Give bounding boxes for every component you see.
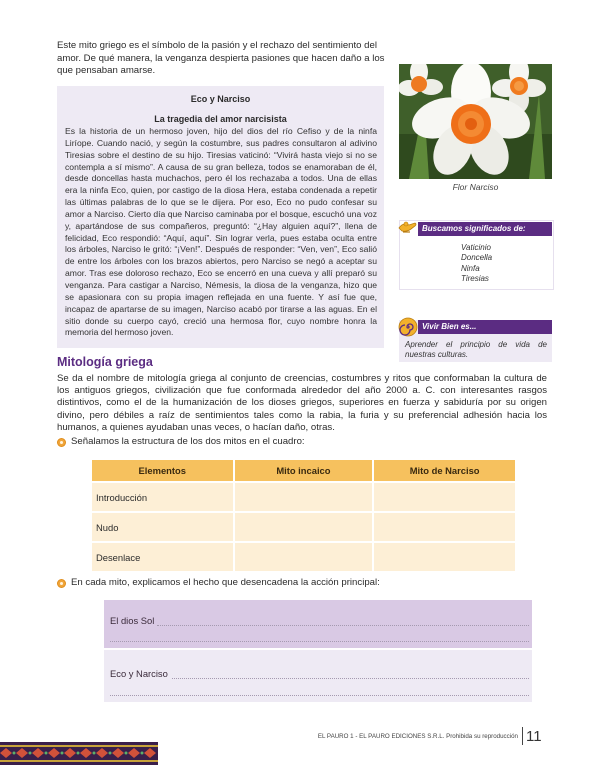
answer-cell[interactable] [373, 542, 516, 571]
story-subtitle: La tragedia del amor narcisista [154, 114, 287, 124]
answer-cell[interactable] [234, 512, 374, 542]
table-row [92, 542, 516, 571]
table-header: Elementos [92, 460, 234, 482]
meaning-word: Doncella [461, 253, 493, 263]
answer-line[interactable] [110, 695, 529, 696]
table-row-label: Desenlace [92, 542, 234, 571]
meanings-list [461, 243, 492, 285]
meaning-word: Tiresias [461, 274, 489, 284]
answer-label: Eco y Narciso [110, 668, 168, 679]
footer-divider [522, 727, 523, 745]
woven-band-decoration [0, 742, 158, 765]
table-row [92, 512, 516, 542]
answer-line[interactable] [110, 641, 529, 642]
story-body: Es la historia de un hermoso joven, hijo del dios del río Cefiso y de la ninfa Liríope. Cuando nació, y según la costumbre, sus padres consultaron al adivino Tiresias sobre el destino de su hijo. Tiresias vaticinó: “Vivirá hasta viejo si no se contempla a sí mismo”. A causa de su gran belleza, todos se enamoraban de él, desde doncellas hasta muchachos, pero él los rechazaba a todos. Una de ellas era la ninfa Eco, quien, por castigo de la diosa Hera, estaba condenada a repetir las últimas palabras de lo que se le dijera. Por eso, Eco no pudo confesar su amor a Narciso. Cierto día que Narciso caminaba por el bosque, escuchó una voz y, apartándose de sus compañeros, preguntó: “¿Hay alguien aquí?”, llena de felicidad, Eco respondió: “Aquí, aquí”. Sin lograr verla, pues estaba oculta entre los árboles, Narciso le gritó: “¡Ven!”. Después de responder: “Ven, ven”, Eco salió de entre los árboles con los brazos abiertos, pero Narciso se negó a aceptar su amor. Tras ese doloroso rechazo, Eco se encerró en una cueva y allí preparó su venganza. Para castigar a Narciso, Némesis, la diosa de la venganza, hizo que se apasionara con su propia imagen reflejada en una fuente. Y así fue que, incapaz de apartarse de su imagen, Narciso acabó por tirarse a las aguas. En el sitio donde su cuerpo cayó, creció una hermosa flor, cuyo nombre honra la memoria del hermoso joven. [65, 126, 377, 338]
page-number: 11 [526, 728, 542, 745]
section-heading: Mitología griega [57, 355, 153, 369]
activity2-instruction: En cada mito, explicamos el hecho que desencadena la acción principal: [71, 577, 380, 588]
meaning-word: Ninfa [461, 263, 480, 273]
story-title: Eco y Narciso [190, 94, 251, 104]
magic-lamp-icon [397, 216, 419, 236]
table-row [92, 482, 516, 512]
answer-cell[interactable] [373, 512, 516, 542]
table-header: Mito de Narciso [373, 460, 516, 482]
footer-text: EL PAURO 1 - EL PAURO EDICIONES S.R.L. Prohibida su reproducción [317, 733, 518, 740]
answer-cell[interactable] [373, 482, 516, 512]
bullet-icon [57, 579, 66, 588]
table-row-label: Nudo [92, 512, 234, 542]
intro-paragraph: Este mito griego es el símbolo de la pasión y el rechazo del sentimiento del amor. De qué manera, la venganza despierta pasiones que hacen daño a los que pensaban amarse. [57, 40, 385, 77]
spiral-icon [397, 317, 419, 337]
meaning-word: Vaticinio [461, 243, 491, 252]
answer-cell[interactable] [234, 482, 374, 512]
activity1-instruction: Señalamos la estructura de los dos mitos en el cuadro: [71, 436, 305, 447]
narcissus-photo [399, 64, 552, 179]
photo-caption: Flor Narciso [452, 182, 499, 192]
answer-label: El dios Sol [110, 615, 155, 626]
bullet-icon [57, 438, 66, 447]
answer-line[interactable] [157, 625, 529, 626]
meanings-header: Buscamos significados de: [418, 222, 552, 236]
answer-line[interactable] [172, 678, 529, 679]
table-header: Mito incaico [234, 460, 374, 482]
vivir-bien-text: Aprender el principio de vida de nuestras culturas. [405, 340, 547, 359]
narcissus-flower-illustration [399, 64, 552, 179]
answer-cell[interactable] [234, 542, 374, 571]
table-row-label: Introducción [92, 482, 234, 512]
vivir-bien-header: Vivir Bien es... [418, 320, 552, 334]
structure-table [92, 460, 517, 571]
section-paragraph: Se da el nombre de mitología griega al conjunto de creencias, costumbres y ritos que conformaban la cultura de los antiguos griegos, civilización que fue conformada alrededor del año 2000 a. C. con interesantes rasgos distintivos, como el de la humanización de los dioses griegos, superiores en fuerza y sabiduría por su origen divino, pero débiles a raíz de sentimientos tales como la rabia, la furia y su preferencial adhesión hacia los humanos, a quienes ayudaban unas veces, o hacían daño, otras. [57, 373, 547, 433]
